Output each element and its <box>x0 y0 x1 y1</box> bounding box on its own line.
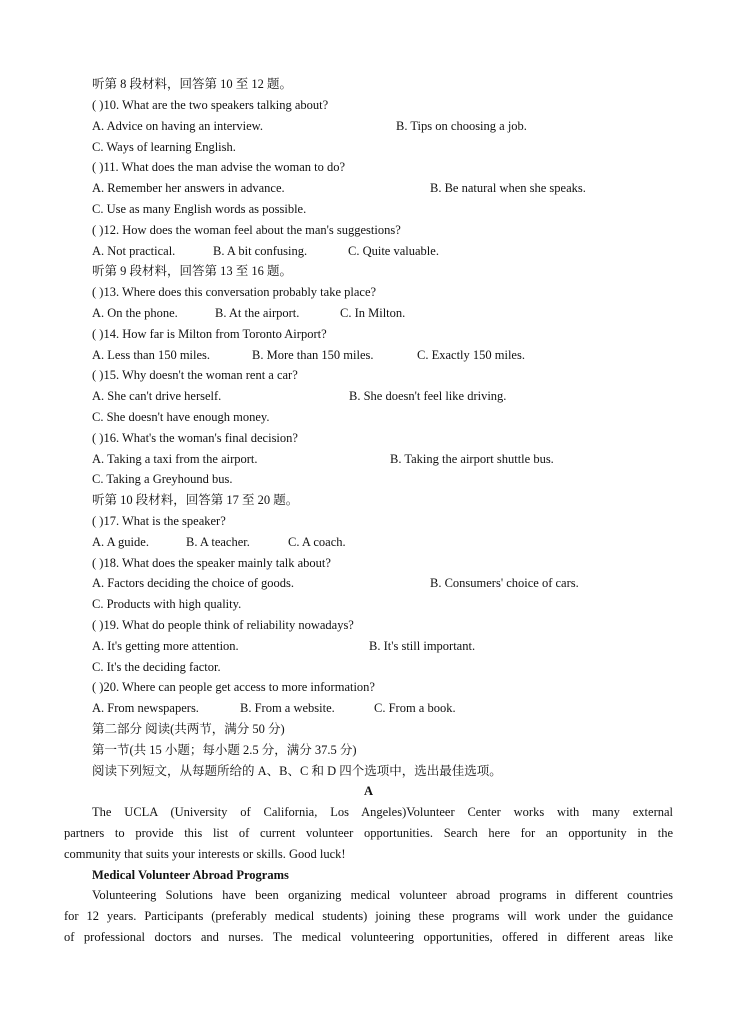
section9-header: 听第 9 段材料，回答第 13 至 16 题。 <box>92 264 293 278</box>
q13-option-b: B. At the airport. <box>215 306 300 320</box>
q13-option-c: C. In Milton. <box>340 306 406 320</box>
q12-option-c: C. Quite valuable. <box>348 244 439 258</box>
section10-header: 听第 10 段材料，回答第 17 至 20 题。 <box>92 493 299 507</box>
q13-option-a: A. On the phone. <box>92 306 178 320</box>
section8-header: 听第 8 段材料，回答第 10 至 12 题。 <box>92 77 293 91</box>
q17-option-b: B. A teacher. <box>186 535 250 549</box>
q15-option-c: C. She doesn't have enough money. <box>92 410 270 424</box>
part2-instruction: 阅读下列短文，从每题所给的 A、B、C 和 D 四个选项中，选出最佳选项。 <box>92 764 502 778</box>
q19-stem: ( )19. What do people think of reliability nowadays? <box>92 618 354 632</box>
q15-option-a: A. She can't drive herself. <box>92 389 222 403</box>
q20-option-c: C. From a book. <box>374 701 456 715</box>
q16-option-c: C. Taking a Greyhound bus. <box>92 472 233 486</box>
q14-option-c: C. Exactly 150 miles. <box>417 348 525 362</box>
passage-heading: Medical Volunteer Abroad Programs <box>92 868 289 882</box>
q11-stem: ( )11. What does the man advise the woman to do? <box>92 160 346 174</box>
q12-option-b: B. A bit confusing. <box>213 244 308 258</box>
q15-option-b: B. She doesn't feel like driving. <box>349 389 507 403</box>
q18-option-a: A. Factors deciding the choice of goods. <box>92 576 295 590</box>
q15-stem: ( )15. Why doesn't the woman rent a car? <box>92 368 298 382</box>
q20-option-b: B. From a website. <box>240 701 335 715</box>
q20-option-a: A. From newspapers. <box>92 701 199 715</box>
q13-stem: ( )13. Where does this conversation probably take place? <box>92 285 377 299</box>
passage-p1-line1: The UCLA (University of California, Los Angeles)Volunteer Center works with many external <box>92 805 673 819</box>
q14-option-a: A. Less than 150 miles. <box>92 348 211 362</box>
q14-option-b: B. More than 150 miles. <box>252 348 374 362</box>
q12-stem: ( )12. How does the woman feel about the man's suggestions? <box>92 223 401 237</box>
q11-option-b: B. Be natural when she speaks. <box>430 181 586 195</box>
q19-option-a: A. It's getting more attention. <box>92 639 239 653</box>
q10-option-b: B. Tips on choosing a job. <box>396 119 527 133</box>
passage-p1-line2: partners to provide this list of current volunteer opportunities. Search here for an opportunity in the <box>64 826 673 840</box>
q11-option-a: A. Remember her answers in advance. <box>92 181 285 195</box>
q20-stem: ( )20. Where can people get access to more information? <box>92 680 375 694</box>
passage-p1-line3: community that suits your interests or skills. Good luck! <box>64 847 346 861</box>
q17-option-c: C. A coach. <box>288 535 346 549</box>
q16-option-a: A. Taking a taxi from the airport. <box>92 452 258 466</box>
q17-option-a: A. A guide. <box>92 535 149 549</box>
q16-stem: ( )16. What's the woman's final decision? <box>92 431 298 445</box>
q18-option-b: B. Consumers' choice of cars. <box>430 576 579 590</box>
part2-section1: 第一节(共 15 小题；每小题 2.5 分，满分 37.5 分) <box>92 743 357 757</box>
passage-p2-line3: of professional doctors and nurses. The medical volunteering opportunities, offered in different areas like <box>64 930 673 944</box>
passage-p2-line2: for 12 years. Participants (preferably medical students) joining these programs will work under the guidance <box>64 909 673 923</box>
passage-label: A <box>363 784 374 798</box>
passage-p2-line1: Volunteering Solutions have been organizing medical volunteer abroad programs in different countries <box>92 888 673 902</box>
q14-stem: ( )14. How far is Milton from Toronto Airport? <box>92 327 327 341</box>
q10-option-a: A. Advice on having an interview. <box>92 119 264 133</box>
q17-stem: ( )17. What is the speaker? <box>92 514 226 528</box>
q10-stem: ( )10. What are the two speakers talking about? <box>92 98 329 112</box>
q19-option-b: B. It's still important. <box>369 639 476 653</box>
q11-option-c: C. Use as many English words as possible. <box>92 202 307 216</box>
q12-option-a: A. Not practical. <box>92 244 176 258</box>
q18-stem: ( )18. What does the speaker mainly talk about? <box>92 556 331 570</box>
q16-option-b: B. Taking the airport shuttle bus. <box>390 452 554 466</box>
q10-option-c: C. Ways of learning English. <box>92 140 236 154</box>
q18-option-c: C. Products with high quality. <box>92 597 242 611</box>
part2-title: 第二部分 阅读(共两节，满分 50 分) <box>92 722 285 736</box>
q19-option-c: C. It's the deciding factor. <box>92 660 221 674</box>
